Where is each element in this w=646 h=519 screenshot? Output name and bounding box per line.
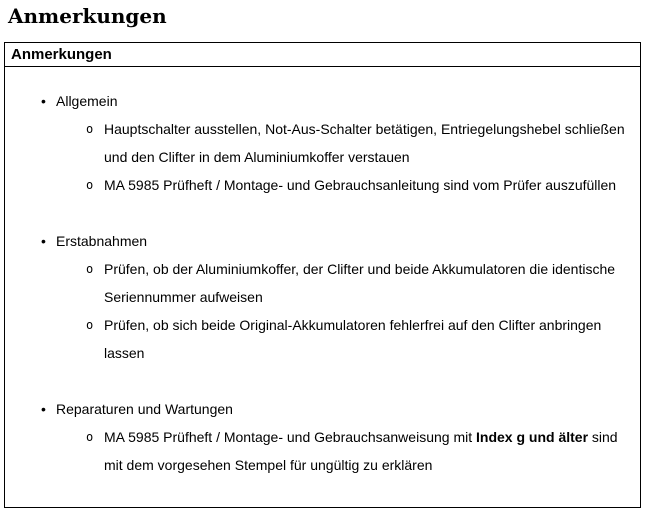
note-text: sind mit dem vorgesehen Stempel für ungültig zu erklären	[104, 429, 618, 473]
note-item	[5, 423, 640, 479]
bullet-icon: •	[41, 93, 46, 109]
note-section	[5, 87, 640, 199]
bullet-icon: •	[41, 401, 46, 417]
note-item	[5, 255, 640, 311]
note-section	[5, 395, 640, 479]
note-text: Prüfen, ob sich beide Original-Akkumulatoren fehlerfrei auf den Clifter anbringen lassen	[104, 317, 602, 361]
note-item	[5, 311, 640, 367]
note-text: MA 5985 Prüfheft / Montage- und Gebrauchsanweisung mit	[104, 429, 476, 445]
notes-table-body	[5, 67, 640, 507]
section-label: Allgemein	[56, 93, 118, 109]
circle-bullet-icon: o	[86, 318, 94, 332]
note-section	[5, 227, 640, 367]
notes-table	[4, 42, 641, 508]
notes-table-header: Anmerkungen	[5, 43, 640, 67]
circle-bullet-icon: o	[86, 430, 94, 444]
section-label-row	[5, 395, 640, 423]
document-title: Anmerkungen	[8, 4, 167, 28]
section-label-row	[5, 87, 640, 115]
note-text: Hauptschalter ausstellen, Not-Aus-Schalter betätigen, Entriegelungshebel schließen und den Clifter in dem Aluminiumkoffer verstauen	[104, 121, 625, 165]
circle-bullet-icon: o	[86, 178, 94, 192]
note-item	[5, 115, 640, 171]
note-text: Prüfen, ob der Aluminiumkoffer, der Clifter und beide Akkumulatoren die identische Seriennummer aufweisen	[104, 261, 616, 305]
note-text: MA 5985 Prüfheft / Montage- und Gebrauchsanleitung sind vom Prüfer auszufüllen	[104, 177, 617, 193]
circle-bullet-icon: o	[86, 122, 94, 136]
note-item	[5, 171, 640, 199]
section-label-row	[5, 227, 640, 255]
section-label: Reparaturen und Wartungen	[56, 401, 233, 417]
section-label: Erstabnahmen	[56, 233, 148, 249]
bullet-icon: •	[41, 233, 46, 249]
note-text-bold: Index g und älter	[476, 429, 589, 445]
circle-bullet-icon: o	[86, 262, 94, 276]
